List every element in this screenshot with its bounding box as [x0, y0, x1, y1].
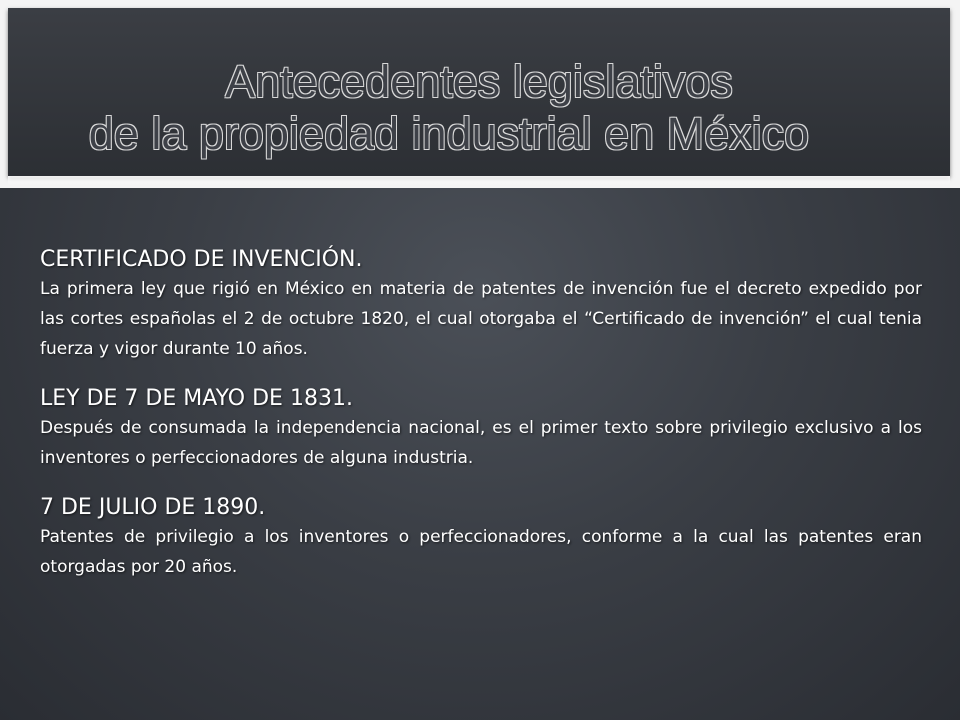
section-body: Después de consumada la independencia nacional, es el primer texto sobre privilegio exclusivo a los inventores o perfeccionadores de alguna industria. [40, 418, 922, 468]
section-heading: CERTIFICADO DE INVENCIÓN. [40, 247, 363, 272]
section-ley-1831 [40, 385, 922, 473]
slide-title [8, 56, 950, 160]
section-heading: 7 DE JULIO DE 1890. [40, 495, 266, 520]
title-panel [0, 0, 960, 188]
section-body: Patentes de privilegio a los inventores o perfeccionadores, conforme a la cual las patentes eran otorgadas por 20 años. [40, 527, 922, 577]
title-box [8, 8, 950, 176]
section-1890 [40, 494, 922, 582]
slide-title-line-2: de la propiedad industrial en México [88, 108, 810, 159]
section-body: La primera ley que rigió en México en materia de patentes de invención fue el decreto expedido por las cortes españolas el 2 de octubre 1820, el cual otorgaba el “Certificado de invención” el cual tenia fuerza y vigor durante 10 años. [40, 279, 922, 359]
section-certificado [40, 246, 922, 364]
section-heading: LEY DE 7 DE MAYO DE 1831. [40, 386, 353, 411]
slide-title-line-1: Antecedentes legislativos [225, 56, 733, 107]
slide-content [40, 246, 922, 603]
